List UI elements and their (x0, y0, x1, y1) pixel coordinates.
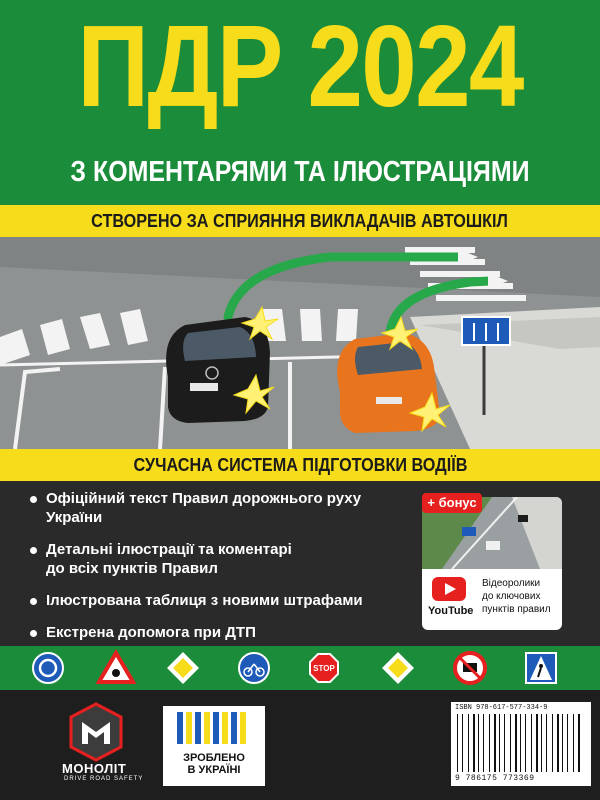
barcode-bar (457, 714, 458, 772)
feature-item: Детальні ілюстрації та коментарі до всіх пунктів Правил (30, 540, 410, 578)
barcode (451, 702, 591, 786)
priority-road-sign-icon (167, 652, 199, 684)
barcode-bar (468, 714, 469, 772)
barcode-bar (515, 714, 517, 772)
barcode-bar (552, 714, 553, 772)
stop-sign-label: STOP (313, 664, 335, 673)
barcode-bar (531, 714, 532, 772)
youtube-label: YouTube (428, 605, 474, 617)
bonus-desc-line: пунктів правил (482, 604, 551, 615)
bicycle-lane-sign-icon (239, 653, 269, 683)
top-banner-text: СТВОРЕНО ЗА СПРИЯННЯ ВИКЛАДАЧІВ АВТОШКІЛ (91, 211, 509, 231)
ukraine-flag-bars-icon (163, 706, 265, 750)
intersection-scene (0, 237, 600, 449)
barcode-bar (510, 714, 511, 772)
barcode-bar (504, 714, 505, 772)
no-parking-sign-icon (455, 653, 485, 683)
barcode-bar (536, 714, 538, 772)
warning-triangle-sign-icon (99, 653, 133, 682)
stop-sign-icon (310, 654, 338, 682)
publisher-name: МОНОЛІТ (62, 761, 127, 776)
bonus-desc-line: Відеоролики (482, 578, 541, 589)
youtube-play-icon (432, 577, 466, 601)
bonus-video-card (422, 497, 562, 630)
bottom-banner (0, 449, 600, 481)
barcode-bar (489, 714, 490, 772)
roundabout-sign-icon (33, 653, 63, 683)
barcode-bar (462, 714, 463, 772)
isbn-text: ISBN 978-617-577-334-9 (455, 704, 548, 712)
barcode-bar (520, 714, 521, 772)
barcode-bar (567, 714, 568, 772)
bottom-banner-text: СУЧАСНА СИСТЕМА ПІДГОТОВКИ ВОДІЇВ (133, 455, 467, 475)
bonus-tag: + бонус (422, 493, 482, 513)
barcode-bar (478, 714, 479, 772)
barcode-bar (483, 714, 484, 772)
barcode-bar (473, 714, 475, 772)
made-in-text: ЗРОБЛЕНО В УКРАЇНІ (183, 752, 245, 776)
book-title: ПДР 2024 (77, 1, 523, 131)
road-illustration (0, 237, 600, 449)
feature-item: Ілюстрована таблиця з новими штрафами (30, 591, 410, 610)
bonus-desc-line: до ключових (482, 591, 541, 602)
barcode-bar (546, 714, 547, 772)
barcode-bar (557, 714, 559, 772)
features-list (30, 489, 410, 655)
publisher-logo-icon (66, 702, 126, 762)
road-signs-row (0, 646, 600, 690)
barcode-bar (541, 714, 542, 772)
priority-road-sign-icon (382, 652, 414, 684)
publisher-tagline: DRIVE ROAD SAFETY (64, 776, 144, 782)
feature-item: Екстрена допомога при ДТП (30, 623, 410, 642)
barcode-bar (499, 714, 500, 772)
barcode-bars (455, 714, 587, 772)
feature-item: Офіційний текст Правил дорожнього руху України (30, 489, 410, 527)
barcode-bar (578, 714, 580, 772)
top-banner (0, 205, 600, 237)
barcode-bar (562, 714, 563, 772)
barcode-number: 9 786175 773369 (455, 774, 535, 783)
book-subtitle: З КОМЕНТАРЯМИ ТА ІЛЮСТРАЦІЯМИ (70, 156, 530, 188)
barcode-bar (494, 714, 496, 772)
pedestrian-crossing-sign-icon (526, 653, 556, 683)
road-signs-strip (0, 646, 600, 690)
made-in-ukraine-badge (163, 706, 265, 786)
barcode-bar (573, 714, 574, 772)
barcode-bar (525, 714, 526, 772)
